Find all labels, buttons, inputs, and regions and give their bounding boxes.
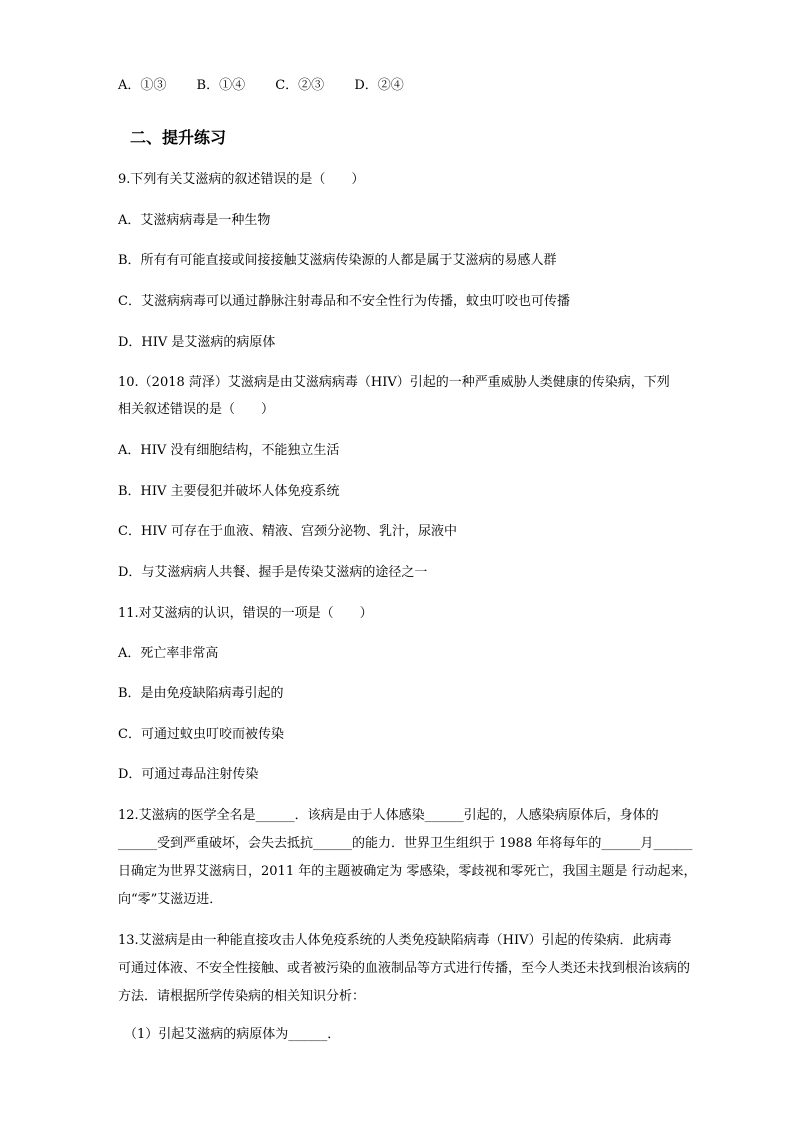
q11-option-c: C．可通过蚊虫叮咬而被传染	[118, 727, 284, 742]
q9-option-a: A．艾滋病病毒是一种生物	[118, 213, 271, 228]
q10-stem-line1: 10.（2018 菏泽）艾滋病是由艾滋病病毒（HIV）引起的一种严重威胁人类健康的传染病，下列	[118, 375, 670, 390]
q10-option-c: C．HIV 可存在于血液、精液、宫颈分泌物、乳汁，尿液中	[118, 524, 457, 539]
q13-line2: 可通过体液、不安全性接触、或者被污染的血液制品等方式进行传播，至今人类还未找到根治该病的	[118, 961, 691, 976]
q12-line2: ______受到严重破坏，会失去抵抗______的能力．世界卫生组织于 1988 年将每年的______月______	[118, 836, 693, 851]
q8-option-a: A．①③	[118, 78, 167, 93]
q9-option-d: D．HIV 是艾滋病的病原体	[118, 335, 276, 350]
q11-stem: 11.对艾滋病的认识，错误的一项是（ ）	[118, 606, 373, 621]
q8-options	[118, 76, 430, 96]
section-title: 二、提升练习	[130, 128, 227, 147]
q10-option-a: A．HIV 没有细胞结构，不能独立生活	[118, 443, 340, 458]
q10-option-d: D．与艾滋病病人共餐、握手是传染艾滋病的途径之一	[118, 565, 428, 580]
q11-option-b: B．是由免疫缺陷病毒引起的	[118, 686, 284, 701]
q9-option-c: C．艾滋病病毒可以通过静脉注射毒品和不安全性行为传播，蚊虫叮咬也可传播	[118, 294, 570, 309]
q8-option-d: D．②④	[354, 78, 404, 93]
q10-option-b: B．HIV 主要侵犯并破坏人体免疫系统	[118, 484, 340, 499]
q12-line1: 12.艾滋病的医学全名是______．该病是由于人体感染______引起的，人感染病原体后，身体的	[118, 808, 659, 823]
q8-option-c: C．②③	[275, 78, 325, 93]
q12-line3: 日确定为世界艾滋病日，2011 年的主题被确定为 零感染，零歧视和零死亡，我国主题是 行动起来，	[118, 864, 697, 879]
q9-stem: 9.下列有关艾滋病的叙述错误的是（ ）	[118, 172, 365, 187]
q13-line1: 13.艾滋病是由一种能直接攻击人体免疫系统的人类免疫缺陷病毒（HIV）引起的传染病．此病毒	[118, 933, 672, 948]
q11-option-a: A．死亡率非常高	[118, 646, 219, 661]
q10-stem-line2: 相关叙述错误的是（ ）	[118, 402, 275, 417]
q13-line3: 方法．请根据所学传染病的相关知识分析：	[118, 989, 366, 1004]
q11-option-d: D．可通过毒品注射传染	[118, 767, 259, 782]
q9-option-b: B．所有有可能直接或间接接触艾滋病传染源的人都是属于艾滋病的易感人群	[118, 253, 557, 268]
q8-option-b: B．①④	[196, 78, 246, 93]
q12-line4: 向“零”艾滋迈进．	[118, 892, 223, 907]
q13-sub1: （1）引起艾滋病的病原体为______．	[124, 1027, 341, 1042]
